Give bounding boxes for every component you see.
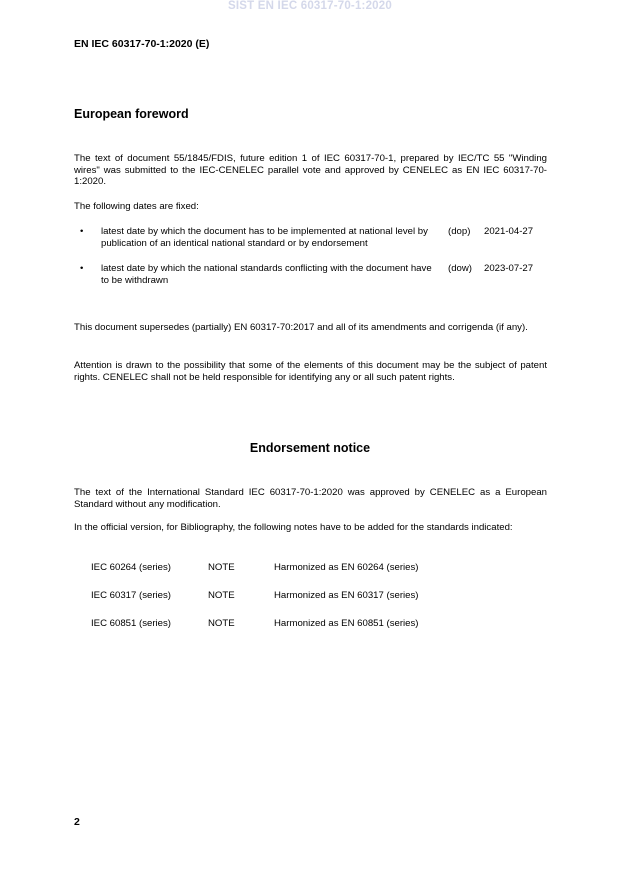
note-row bbox=[0, 618, 620, 630]
note-standard: IEC 60851 (series) bbox=[91, 618, 171, 629]
bibliography-paragraph: In the official version, for Bibliography, the following notes have to be added for the standards indicated: bbox=[74, 522, 513, 533]
dates-intro: The following dates are fixed: bbox=[74, 201, 199, 212]
note-label: NOTE bbox=[208, 562, 235, 573]
date-item-code: (dop) bbox=[448, 226, 471, 237]
endorsement-paragraph: The text of the International Standard IEC 60317-70-1:2020 was approved by CENELEC as a European Standard without any modification. bbox=[74, 487, 547, 510]
date-item-date: 2021-04-27 bbox=[484, 226, 534, 237]
note-standard: IEC 60317 (series) bbox=[91, 590, 171, 601]
date-item-code: (dow) bbox=[448, 263, 472, 274]
bullet-icon: • bbox=[80, 263, 84, 274]
bullet-icon: • bbox=[80, 226, 84, 237]
note-harmonized: Harmonized as EN 60317 (series) bbox=[274, 590, 419, 601]
foreword-paragraph: The text of document 55/1845/FDIS, future edition 1 of IEC 60317-70-1, prepared by IEC/TC 55 "Winding wires" was submitted to the IEC-CENELEC parallel vote and approved by CENELEC as EN IEC 60317-70-1:2020. bbox=[74, 153, 547, 187]
date-item-date: 2023-07-27 bbox=[484, 263, 534, 274]
date-item-text: latest date by which the document has to be implemented at national level by publication of an identical national standard or by endorsement bbox=[101, 226, 428, 249]
attention-paragraph: Attention is drawn to the possibility that some of the elements of this document may be the subject of patent rights. CENELEC shall not be held responsible for identifying any or all such patent rights. bbox=[74, 360, 547, 383]
date-item-text: latest date by which the national standards conflicting with the document have to be withdrawn bbox=[101, 263, 432, 286]
page-number: 2 bbox=[74, 816, 80, 828]
date-item-dow bbox=[0, 263, 620, 287]
note-standard: IEC 60264 (series) bbox=[91, 562, 171, 573]
foreword-title: European foreword bbox=[74, 107, 189, 121]
note-row bbox=[0, 562, 620, 574]
note-row bbox=[0, 590, 620, 602]
date-item-dop bbox=[0, 226, 620, 250]
note-label: NOTE bbox=[208, 618, 235, 629]
document-id: EN IEC 60317-70-1:2020 (E) bbox=[74, 38, 210, 50]
note-harmonized: Harmonized as EN 60264 (series) bbox=[274, 562, 419, 573]
supersedes-paragraph: This document supersedes (partially) EN 60317-70:2017 and all of its amendments and corrigenda (if any). bbox=[74, 322, 528, 333]
endorsement-title: Endorsement notice bbox=[249, 441, 371, 455]
note-harmonized: Harmonized as EN 60851 (series) bbox=[274, 618, 419, 629]
watermark: SIST EN IEC 60317-70-1:2020 bbox=[228, 0, 392, 12]
note-label: NOTE bbox=[208, 590, 235, 601]
